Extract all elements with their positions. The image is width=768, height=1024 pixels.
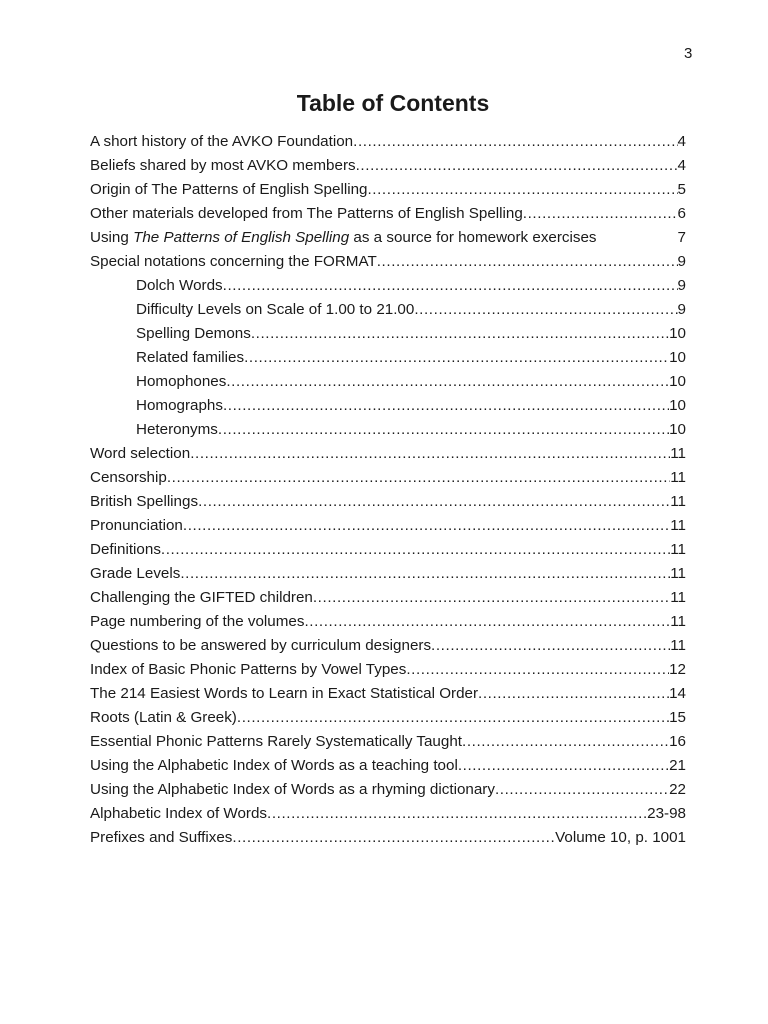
toc-entry: [90, 202, 686, 226]
toc-entry-label: Page numbering of the volumes: [90, 613, 305, 630]
toc-subentry: [90, 322, 686, 346]
toc-entry: [90, 706, 686, 730]
dot-leader: [353, 130, 677, 154]
toc-entry-label: Homographs: [136, 397, 223, 414]
dot-leader: [478, 682, 669, 706]
toc-entry-page: 16: [669, 733, 686, 750]
toc-subentry: [90, 298, 686, 322]
dot-leader: [161, 538, 670, 562]
toc-entry-page: 6: [677, 205, 686, 222]
toc-entry-label: Heteronyms: [136, 421, 218, 438]
dot-leader: [190, 442, 670, 466]
toc-entry-label: Difficulty Levels on Scale of 1.00 to 21.00: [136, 301, 415, 318]
toc-subentry: [90, 346, 686, 370]
toc-entry: [90, 826, 686, 850]
toc-entry-label: Word selection: [90, 445, 191, 462]
toc-entry-page: 9: [677, 253, 686, 270]
toc-entry-page: 10: [669, 325, 686, 342]
dot-leader: [167, 466, 670, 490]
toc-entry-label: Using the Alphabetic Index of Words as a teaching tool: [90, 757, 458, 774]
dot-leader: [237, 706, 669, 730]
toc-entry: [90, 682, 686, 706]
toc-entry: [90, 610, 686, 634]
page-title: Table of Contents: [296, 90, 490, 116]
toc-entry-label: Alphabetic Index of Words: [90, 805, 268, 822]
toc-subentry: [90, 274, 686, 298]
dot-leader: [180, 562, 670, 586]
toc-entry-label: Origin of The Patterns of English Spelling: [90, 181, 368, 198]
toc-entry-label: British Spellings: [90, 493, 199, 510]
toc-entry: [90, 490, 686, 514]
toc-entry: [90, 778, 686, 802]
toc-entry: [90, 466, 686, 490]
dot-leader: [223, 274, 678, 298]
toc-entry-label-italic: The Patterns of English Spelling: [133, 229, 350, 246]
toc-entry: [90, 658, 686, 682]
toc-entry-page: 11: [670, 517, 686, 534]
toc-entry: [90, 442, 686, 466]
dot-leader: [232, 826, 555, 850]
toc-entry-page: 11: [670, 469, 686, 486]
dot-leader: [495, 778, 669, 802]
toc-entry: [90, 634, 686, 658]
table-of-contents: [90, 130, 686, 850]
toc-entry-page: 11: [670, 541, 686, 558]
toc-entry-label: Beliefs shared by most AVKO members: [90, 157, 356, 174]
toc-entry: [90, 250, 686, 274]
toc-entry: [90, 514, 686, 538]
toc-entry-label: Prefixes and Suffixes: [90, 829, 233, 846]
toc-entry-page: 7: [677, 229, 686, 246]
toc-entry-page: 12: [669, 661, 686, 678]
toc-entry-label: Homophones: [136, 373, 227, 390]
toc-entry-page: 11: [670, 613, 686, 630]
toc-entry-label: Index of Basic Phonic Patterns by Vowel Types: [90, 661, 407, 678]
toc-entry-page: 15: [669, 709, 686, 726]
toc-entry-page: 10: [669, 349, 686, 366]
dot-leader: [523, 202, 678, 226]
toc-entry-page: 22: [669, 781, 686, 798]
dot-leader: [377, 250, 678, 274]
toc-entry-page: 11: [670, 445, 686, 462]
toc-entry-page: Volume 10, p. 1001: [555, 829, 686, 846]
dot-leader: [183, 514, 670, 538]
toc-entry: [90, 754, 686, 778]
dot-leader: [313, 586, 670, 610]
toc-entry-page: 21: [669, 757, 686, 774]
toc-entry-page: 9: [677, 277, 686, 294]
toc-entry: [90, 730, 686, 754]
toc-entry-page: 4: [677, 157, 686, 174]
toc-entry-label: Grade Levels: [90, 565, 181, 582]
toc-entry-label: Censorship: [90, 469, 167, 486]
toc-entry-page: 11: [670, 493, 686, 510]
toc-entry-page: 11: [670, 565, 686, 582]
toc-entry-label: The 214 Easiest Words to Learn in Exact Statistical Order: [90, 685, 479, 702]
toc-subentry: [90, 418, 686, 442]
dot-leader: [367, 178, 677, 202]
toc-entry-page: 9: [677, 301, 686, 318]
toc-entry-page: 10: [669, 421, 686, 438]
toc-entry: [90, 130, 686, 154]
toc-entry-label: Using the Alphabetic Index of Words as a rhyming dictionary: [90, 781, 495, 798]
toc-entry-page: 23-98: [647, 805, 686, 822]
toc-entry: [90, 178, 686, 202]
dot-leader: [223, 394, 669, 418]
dot-leader: [431, 634, 670, 658]
toc-entry-label-suffix: as a source for homework exercises: [349, 229, 597, 246]
dot-leader: [198, 490, 670, 514]
toc-entry: [90, 586, 686, 610]
dot-leader: [267, 802, 647, 826]
toc-entry-label: Questions to be answered by curriculum designers: [90, 637, 432, 654]
dot-leader: [458, 754, 669, 778]
dot-leader: [304, 610, 670, 634]
toc-entry-label: Definitions: [90, 541, 161, 558]
toc-entry: [90, 562, 686, 586]
toc-entry-page: 11: [670, 637, 686, 654]
dot-leader: [218, 418, 669, 442]
toc-entry: [90, 802, 686, 826]
toc-entry-label: Other materials developed from The Patterns of English Spelling: [90, 205, 523, 222]
toc-entry-page: 14: [669, 685, 686, 702]
toc-entry-label: Essential Phonic Patterns Rarely Systematically Taught: [90, 733, 462, 750]
toc-entry-page: 5: [677, 181, 686, 198]
dot-leader: [251, 322, 669, 346]
dot-leader: [414, 298, 677, 322]
toc-entry-label: Dolch Words: [136, 277, 223, 294]
toc-entry: [90, 154, 686, 178]
toc-entry-label: Related families: [136, 349, 245, 366]
toc-entry-label: Roots (Latin & Greek): [90, 709, 237, 726]
toc-entry-label: Challenging the GIFTED children: [90, 589, 313, 606]
toc-entry-page: 11: [670, 589, 686, 606]
toc-entry: [90, 538, 686, 562]
toc-entry-label: [90, 226, 597, 250]
toc-entry-label: Spelling Demons: [136, 325, 251, 342]
page-number: 3: [684, 45, 693, 62]
toc-entry-page: 10: [669, 397, 686, 414]
toc-subentry: [90, 370, 686, 394]
dot-leader: [462, 730, 669, 754]
dot-leader: [356, 154, 678, 178]
toc-entry-label-prefix: Using: [90, 229, 134, 246]
toc-entry-label: Special notations concerning the FORMAT: [90, 253, 377, 270]
toc-entry: [90, 226, 686, 250]
toc-entry-label: A short history of the AVKO Foundation: [90, 133, 354, 150]
toc-entry-label: Pronunciation: [90, 517, 183, 534]
dot-leader: [244, 346, 669, 370]
dot-leader: [406, 658, 669, 682]
toc-entry-page: 10: [669, 373, 686, 390]
toc-subentry: [90, 394, 686, 418]
dot-leader: [226, 370, 669, 394]
toc-entry-page: 4: [677, 133, 686, 150]
